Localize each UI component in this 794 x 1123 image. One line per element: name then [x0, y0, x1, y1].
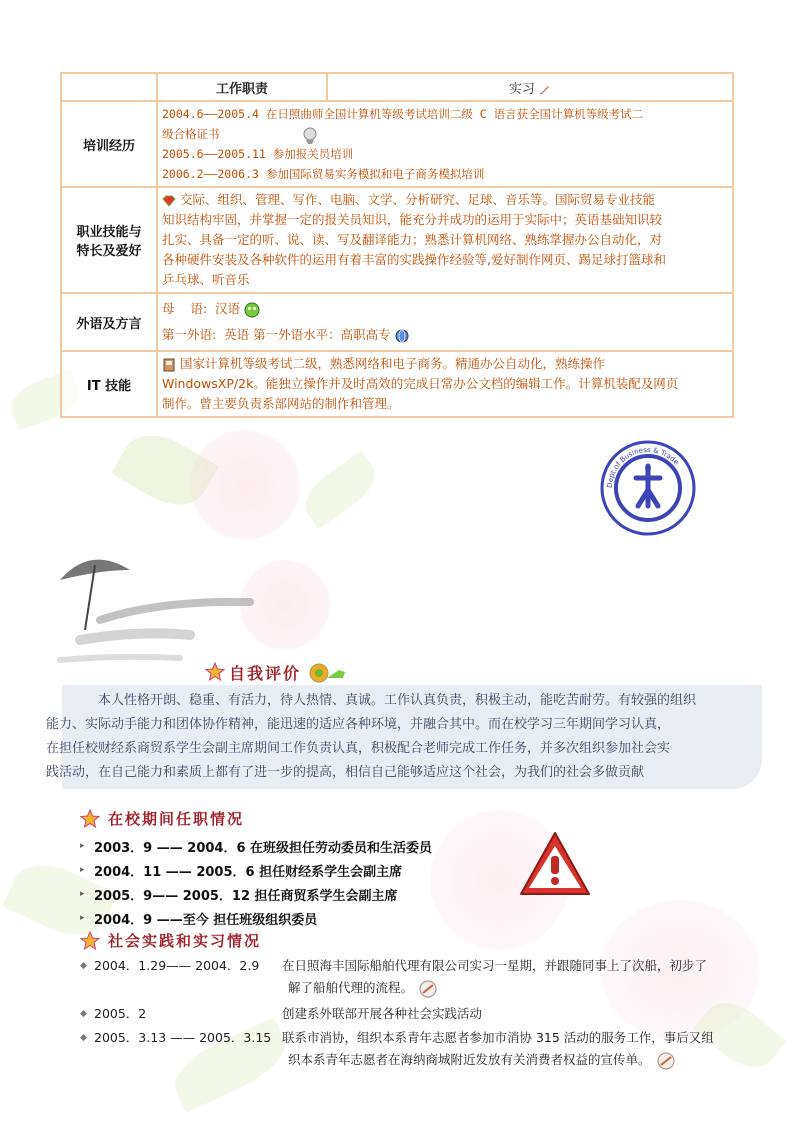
posts-list: [80, 834, 500, 930]
training-line-text: 级合格证书: [162, 127, 220, 141]
practice-desc-line: [282, 977, 770, 999]
list-item: [80, 906, 500, 930]
practice-desc-text: 解了船舶代理的流程。: [288, 980, 414, 995]
self-eval-title: [205, 660, 347, 684]
practice-desc-line: 在日照海丰国际船舶代理有限公司实习一星期，并跟随同事上了次船，初步了: [282, 958, 708, 973]
practice-desc-text: 织本系青年志愿者在海纳商城附近发放有关消费者权益的宣传单。: [288, 1052, 651, 1067]
list-item: [80, 882, 500, 906]
training-line: 2006.2——2006.3 参加国际贸易实务模拟和电子商务模拟培训: [162, 167, 485, 181]
gem-icon: [162, 195, 176, 207]
skills-line: 扎实、具备一定的听、说、读、写及翻译能力；熟悉计算机网络、熟练掌握办公自动化，对: [162, 232, 663, 247]
it-line: WindowsXP/2k。能独立操作并及时高效的完成日常办公文档的编辑工作。计算机装配及网页: [162, 376, 679, 391]
post-text: 2004．9 ——至今 担任班级组织委员: [94, 912, 318, 928]
skills-row: [61, 187, 733, 293]
practice-desc-line: [282, 1049, 770, 1071]
list-item: [80, 858, 500, 882]
self-eval-title-text: 自我评价: [229, 663, 302, 683]
header-duty: 工作职责: [157, 73, 327, 101]
star-icon: [80, 809, 100, 829]
language-row: [61, 293, 733, 351]
skills-line-text: 交际、组织、管理、写作、电脑、文学、分析研究、足球、音乐等。国际贸易专业技能: [176, 192, 655, 207]
self-eval-line: 践活动，在自己能力和素质上都有了进一步的提高，相信自己能够适应这个社会，为我们的社会多做贡献: [46, 765, 645, 780]
training-line: [162, 124, 728, 144]
pencil-icon: [539, 83, 551, 95]
language-line: [162, 322, 728, 348]
language-content: [157, 293, 733, 351]
practice-title-text: 社会实践和实习情况: [108, 932, 262, 950]
skills-line: 乒乓球、听音乐: [162, 272, 250, 287]
resume-table: [60, 72, 734, 418]
mother-tongue-text: 母 语: 汉语: [162, 301, 241, 316]
training-row: [61, 101, 733, 187]
skills-label-line: 特长及爱好: [76, 244, 142, 259]
foreign-language-text: 第一外语: 英语 第一外语水平：高职高专: [162, 327, 391, 342]
post-text: 2003．9 —— 2004．6 在班级担任劳动委员和生活委员: [94, 840, 433, 856]
self-eval-box: [46, 685, 762, 789]
skills-line: 各种硬件安装及各种软件的运用有着丰富的实践操作经验等,爱好制作网页、踢足球打篮球和: [162, 252, 666, 267]
skills-label-line: 职业技能与: [76, 225, 142, 240]
language-label: 外语及方言: [61, 293, 157, 351]
warning-icon: [518, 830, 592, 898]
posts-section-title: [80, 808, 244, 829]
bullet-icon: ▸: [80, 889, 85, 899]
practice-desc: [282, 955, 770, 999]
bullet-icon: ▸: [80, 913, 85, 923]
self-eval-line: 本人性格开朗、稳重、有活力，待人热情、真诚。工作认真负责，积极主动，能吃苦耐劳。有较强的组织: [98, 693, 697, 708]
it-line: [162, 354, 728, 374]
header-empty-cell: [61, 73, 157, 101]
it-line-text: 国家计算机等级考试二级，熟悉网络和电子商务。精通办公自动化，熟练操作: [176, 356, 605, 371]
list-item: [80, 1027, 770, 1071]
sticker-icon: [655, 1051, 677, 1071]
language-line: [162, 296, 728, 322]
practice-section-title: [80, 930, 261, 951]
posts-title-text: 在校期间任职情况: [108, 810, 245, 828]
bullet-icon: ◆: [80, 961, 87, 971]
post-text: 2004．11 —— 2005．6 担任财经系学生会副主席: [94, 864, 403, 880]
bullet-icon: ▸: [80, 841, 85, 851]
self-eval-line: 在担任校财经系商贸系学生会副主席期间工作负责认真，积极配合老师完成工作任务，并多次组织参加社会实: [46, 741, 671, 756]
training-label: 培训经历: [61, 101, 157, 187]
training-line: 2005.6——2005.11 参加报关员培训: [162, 147, 354, 161]
beach-umbrella-illustration: [40, 540, 310, 680]
post-text: 2005．9—— 2005．12 担任商贸系学生会副主席: [94, 888, 398, 904]
practice-list: [80, 955, 770, 1071]
snail-icon: [305, 660, 347, 684]
self-eval-line: 能力、实际动手能力和团体协作精神，能迅速的适应各种环境，并融合其中。而在校学习三年期间学习认真，: [46, 717, 671, 732]
skills-line: [162, 190, 728, 210]
star-icon: [205, 662, 225, 682]
practice-date: 2005．2: [94, 1006, 147, 1021]
practice-date: 2005．3.13 —— 2005．3.15: [94, 1030, 272, 1045]
it-row: [61, 351, 733, 417]
skills-line: 知识结构牢固，并掌握一定的报关员知识，能充分并成功的运用于实际中；英语基础知识较: [162, 212, 663, 227]
header-internship-text: 实习: [508, 81, 535, 97]
list-item: [80, 955, 770, 999]
globe-icon: [395, 329, 409, 343]
it-content: [157, 351, 733, 417]
skills-content: [157, 187, 733, 293]
practice-date: 2004．1.29—— 2004．2.9: [94, 958, 260, 973]
certificate-icon: [296, 126, 336, 144]
self-eval-text: [46, 689, 752, 785]
training-line: 2004.6——2005.4 在日照曲师全国计算机等级考试培训二级 C 语言获全国计算机等级考试二: [162, 107, 644, 121]
bullet-icon: ▸: [80, 865, 85, 875]
list-item: [80, 834, 500, 858]
practice-desc-line: 联系市消协，组织本系青年志愿者参加市消协 315 活动的服务工作，事后又组: [282, 1030, 714, 1045]
department-seal: [600, 440, 696, 536]
header-internship: [327, 73, 733, 101]
list-item: [80, 1003, 770, 1025]
star-icon: [80, 931, 100, 951]
it-line: 制作。曾主要负责系部网站的制作和管理。: [162, 396, 400, 411]
bullet-icon: ◆: [80, 1009, 87, 1019]
practice-desc: [282, 1003, 770, 1025]
table-header-row: [61, 73, 733, 101]
it-label: IT 技能: [61, 351, 157, 417]
practice-desc-line: 创建系外联部开展各种社会实践活动: [282, 1006, 483, 1021]
skills-label: [61, 187, 157, 293]
seal-text: Dept.of Business & Trade: [605, 445, 681, 489]
computer-icon: [162, 358, 176, 372]
sticker-icon: [417, 979, 439, 999]
training-content: [157, 101, 733, 187]
practice-desc: [282, 1027, 770, 1071]
smiley-icon: [244, 302, 260, 318]
bullet-icon: ◆: [80, 1033, 87, 1043]
